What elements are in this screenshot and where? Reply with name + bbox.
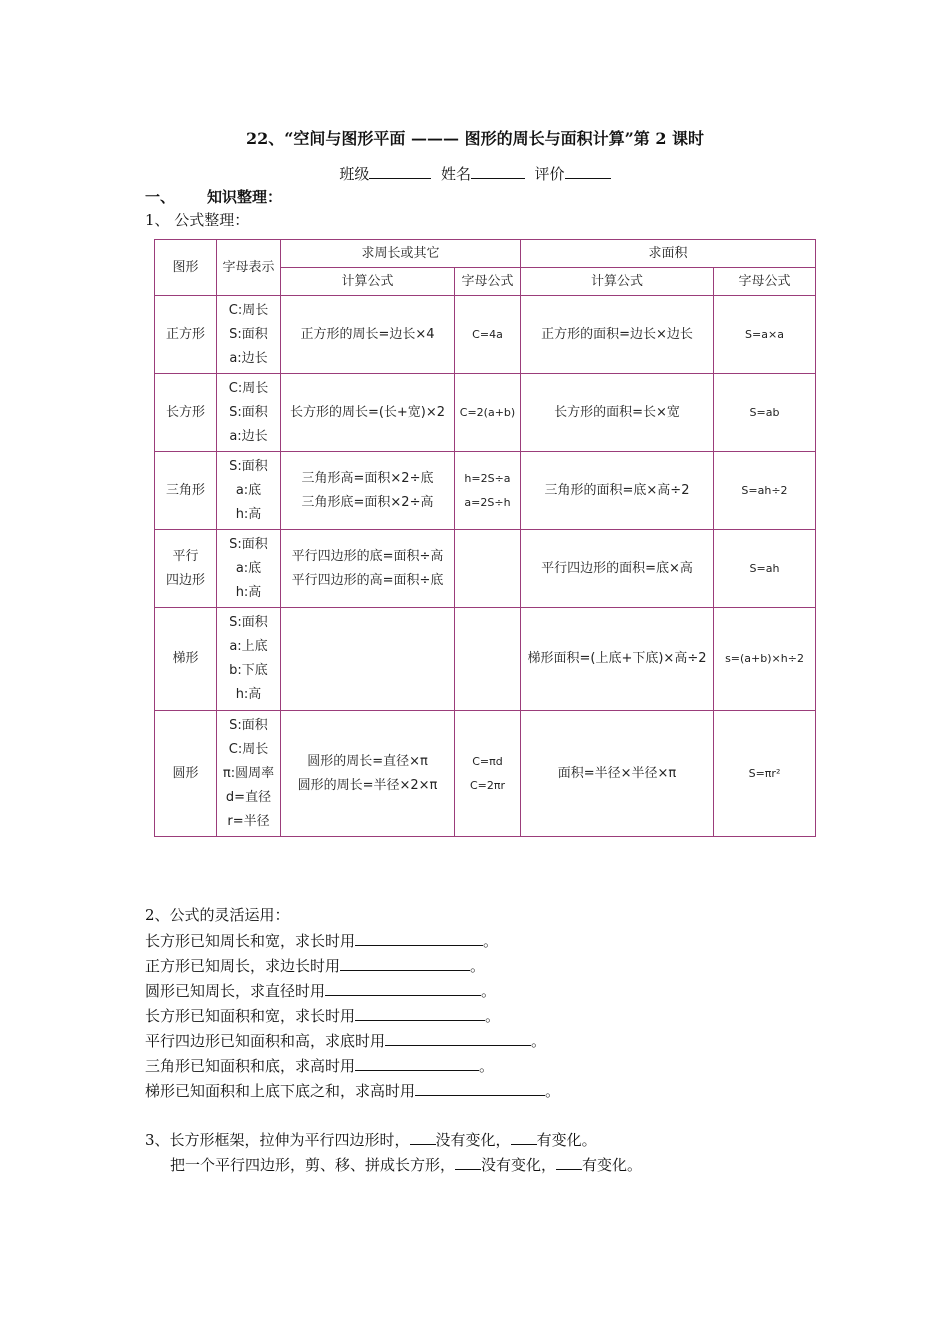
area-formula-cell-line: 三角形的面积=底×高÷2: [544, 482, 690, 498]
letters-cell-line: S:面积: [229, 326, 268, 342]
q3-text: 3、长方形框架，拉伸为平行四边形时，: [145, 1131, 410, 1149]
section-heading: [145, 186, 282, 207]
letters-cell-line: d=直径: [225, 789, 272, 805]
perimeter-formula-cell-line: 平行四边形的底=面积÷高: [291, 548, 444, 564]
letters-cell-line: S:面积: [229, 615, 268, 630]
area-formula-cell-line: 长方形的面积=长×宽: [554, 404, 680, 420]
q3-text: 把一个平行四边形，剪、移、拼成长方形，: [170, 1156, 456, 1174]
area-formula-cell: [521, 374, 714, 452]
q3-blank[interactable]: [556, 1155, 582, 1170]
fill-in-end: 。: [531, 1032, 547, 1050]
class-info-line: [0, 162, 950, 184]
area-letter-cell: [714, 296, 816, 374]
area-letter-cell: [714, 711, 816, 837]
fill-in-prompt: 长方形已知周长和宽，求长时用: [145, 932, 356, 950]
header-area: 求面积: [521, 240, 816, 268]
area-formula-cell: [521, 530, 714, 608]
fill-in-end: 。: [545, 1082, 561, 1100]
q3-text: 没有变化，: [481, 1156, 557, 1174]
area-letter-cell: [714, 608, 816, 711]
perimeter-formula-cell: [281, 452, 455, 530]
area-formula-cell: [521, 711, 714, 837]
table-row: [155, 374, 816, 452]
perimeter-formula-cell: [281, 608, 455, 711]
shape-cell-line: 平行: [172, 548, 199, 564]
letters-cell-line: S:面积: [229, 458, 268, 474]
area-formula-cell-line: 正方形的面积=边长×边长: [541, 326, 693, 342]
header-letter-formula: 字母公式: [714, 268, 816, 296]
class-label: 班级: [339, 165, 370, 183]
fill-in-prompt: 正方形已知周长，求边长时用: [145, 957, 341, 975]
letters-cell-line: a:上底: [229, 639, 268, 654]
fill-in-line: [145, 980, 496, 1001]
answer-blank[interactable]: [385, 1031, 531, 1046]
area-letter-cell-line: s=(a+b)×h÷2: [725, 652, 804, 665]
letters-cell: [217, 608, 281, 711]
header-perimeter: 求周长或其它: [281, 240, 521, 268]
shape-cell: [155, 296, 217, 374]
table-row: [155, 452, 816, 530]
perimeter-letter-cell: [455, 374, 521, 452]
letters-cell-line: h:高: [235, 506, 262, 522]
letters-cell: [217, 530, 281, 608]
fill-in-prompt: 长方形已知面积和宽，求长时用: [145, 1007, 356, 1025]
letters-cell-line: C:周长: [228, 302, 269, 318]
shape-cell-line: 梯形: [172, 651, 199, 666]
formula-table: [154, 239, 816, 837]
letters-cell-line: C:周长: [228, 741, 269, 757]
name-label: 姓名: [440, 165, 471, 183]
area-letter-cell: [714, 530, 816, 608]
perimeter-formula-cell-line: 长方形的周长=(长+宽)×2: [289, 404, 446, 420]
perimeter-letter-cell: [455, 711, 521, 837]
area-letter-cell: [714, 374, 816, 452]
letters-cell-line: a:边长: [229, 350, 268, 366]
letters-cell-line: a:底: [235, 560, 262, 576]
area-letter-cell-line: S=ah÷2: [741, 483, 788, 497]
perimeter-formula-cell: [281, 530, 455, 608]
q3-blank[interactable]: [455, 1155, 481, 1170]
area-letter-cell-line: S=ab: [749, 405, 780, 419]
perimeter-formula-cell: [281, 296, 455, 374]
perimeter-formula-cell: [281, 711, 455, 837]
perimeter-formula-cell: [281, 374, 455, 452]
eval-blank[interactable]: [565, 162, 611, 179]
header-calc-formula: 计算公式: [281, 268, 455, 296]
perimeter-formula-cell-line: 平行四边形的高=面积÷底: [291, 572, 444, 588]
answer-blank[interactable]: [355, 1006, 485, 1021]
fill-in-line: [145, 955, 485, 976]
shape-cell-line: 长方形: [165, 404, 205, 420]
perimeter-letter-cell-line: C=4a: [472, 327, 503, 341]
area-letter-cell: [714, 452, 816, 530]
letters-cell-line: h:高: [235, 584, 262, 600]
header-letters: 字母表示: [217, 240, 281, 296]
subsection-1-heading: 1、 公式整理：: [145, 211, 250, 229]
area-formula-cell: [521, 452, 714, 530]
fill-in-prompt: 平行四边形已知面积和高，求底时用: [145, 1032, 386, 1050]
fill-in-line: [145, 1080, 560, 1101]
name-blank[interactable]: [471, 162, 525, 179]
fill-in-end: 。: [485, 1007, 501, 1025]
table-row: [155, 608, 816, 711]
perimeter-letter-cell-line: C=2πr: [469, 778, 506, 792]
fill-in-line: [145, 1030, 546, 1051]
area-formula-cell-line: 平行四边形的面积=底×高: [541, 560, 693, 576]
q3-blank[interactable]: [511, 1130, 537, 1145]
letters-cell-line: π:圆周率: [222, 765, 275, 781]
fill-in-end: 。: [479, 1057, 495, 1075]
fill-in-line: [145, 930, 498, 951]
perimeter-letter-cell: [455, 452, 521, 530]
shape-cell-line: 四边形: [165, 572, 205, 588]
fill-in-prompt: 三角形已知面积和底，求高时用: [145, 1057, 356, 1075]
letters-cell-line: a:边长: [229, 428, 268, 444]
perimeter-letter-cell: [455, 530, 521, 608]
answer-blank[interactable]: [355, 1056, 479, 1071]
q3-text: 有变化。: [536, 1131, 597, 1149]
question-3-line-1: [145, 1129, 597, 1150]
shape-cell-line: 圆形: [172, 765, 199, 781]
letters-cell-line: S:面积: [229, 536, 268, 552]
section-label: 知识整理：: [207, 188, 283, 206]
question-3-line-2: [170, 1154, 642, 1175]
area-letter-cell-line: S=a×a: [745, 327, 784, 341]
answer-blank[interactable]: [355, 931, 483, 946]
fill-in-end: 。: [483, 932, 499, 950]
class-blank[interactable]: [369, 162, 431, 179]
table-row: [155, 296, 816, 374]
area-letter-cell-line: S=ah: [749, 561, 780, 575]
table-row: [155, 711, 816, 837]
area-formula-cell-line: 梯形面积=(上底+下底)×高÷2: [527, 651, 707, 666]
area-letter-cell-line: S=πr²: [748, 766, 781, 780]
header-calc-formula: 计算公式: [521, 268, 714, 296]
shape-cell-line: 正方形: [165, 326, 205, 342]
section-number: 一、: [145, 188, 176, 206]
letters-cell: [217, 711, 281, 837]
shape-cell: [155, 711, 217, 837]
perimeter-letter-cell-line: C=2(a+b): [459, 405, 516, 419]
eval-label: 评价: [534, 165, 565, 183]
perimeter-formula-cell-line: 三角形底=面积×2÷高: [301, 494, 434, 510]
answer-blank[interactable]: [415, 1081, 545, 1096]
perimeter-letter-cell-line: a=2S÷h: [464, 495, 511, 509]
perimeter-letter-cell-line: C=πd: [472, 754, 503, 768]
q3-text: 有变化。: [582, 1156, 643, 1174]
page-title: 22、“空间与图形平面 ——— 图形的周长与面积计算”第 2 课时: [245, 129, 705, 148]
perimeter-letter-cell-line: h=2S÷a: [464, 471, 511, 485]
answer-blank[interactable]: [340, 956, 470, 971]
perimeter-formula-cell-line: 圆形的周长=直径×π: [307, 753, 428, 769]
letters-cell-line: a:底: [235, 482, 262, 498]
fill-in-line: [145, 1055, 494, 1076]
perimeter-formula-cell-line: 圆形的周长=半径×2×π: [297, 777, 438, 793]
table-row: [155, 530, 816, 608]
header-letter-formula: 字母公式: [455, 268, 521, 296]
answer-blank[interactable]: [325, 981, 481, 996]
fill-in-line: [145, 1005, 500, 1026]
subsection-2-heading: 2、公式的灵活运用：: [145, 906, 290, 924]
letters-cell-line: S:面积: [229, 404, 268, 420]
header-shape: 图形: [155, 240, 217, 296]
letters-cell: [217, 452, 281, 530]
letters-cell-line: b:下底: [229, 663, 268, 678]
area-formula-cell: [521, 608, 714, 711]
perimeter-formula-cell-line: 正方形的周长=边长×4: [300, 326, 435, 342]
q3-blank[interactable]: [410, 1130, 436, 1145]
fill-in-prompt: 圆形已知周长，求直径时用: [145, 982, 326, 1000]
letters-cell-line: h:高: [235, 687, 262, 702]
area-formula-cell-line: 面积=半径×半径×π: [557, 765, 677, 781]
shape-cell: [155, 608, 217, 711]
fill-in-end: 。: [470, 957, 486, 975]
q3-text: 没有变化，: [435, 1131, 511, 1149]
letters-cell-line: r=半径: [227, 813, 270, 829]
letters-cell: [217, 374, 281, 452]
perimeter-formula-cell-line: 三角形高=面积×2÷底: [301, 470, 434, 486]
perimeter-letter-cell: [455, 296, 521, 374]
area-formula-cell: [521, 296, 714, 374]
perimeter-letter-cell: [455, 608, 521, 711]
fill-in-end: 。: [481, 982, 497, 1000]
letters-cell-line: S:面积: [229, 717, 268, 733]
fill-in-prompt: 梯形已知面积和上底下底之和，求高时用: [145, 1082, 416, 1100]
shape-cell: [155, 374, 217, 452]
shape-cell-line: 三角形: [165, 482, 205, 498]
shape-cell: [155, 530, 217, 608]
letters-cell: [217, 296, 281, 374]
shape-cell: [155, 452, 217, 530]
letters-cell-line: C:周长: [228, 380, 269, 396]
